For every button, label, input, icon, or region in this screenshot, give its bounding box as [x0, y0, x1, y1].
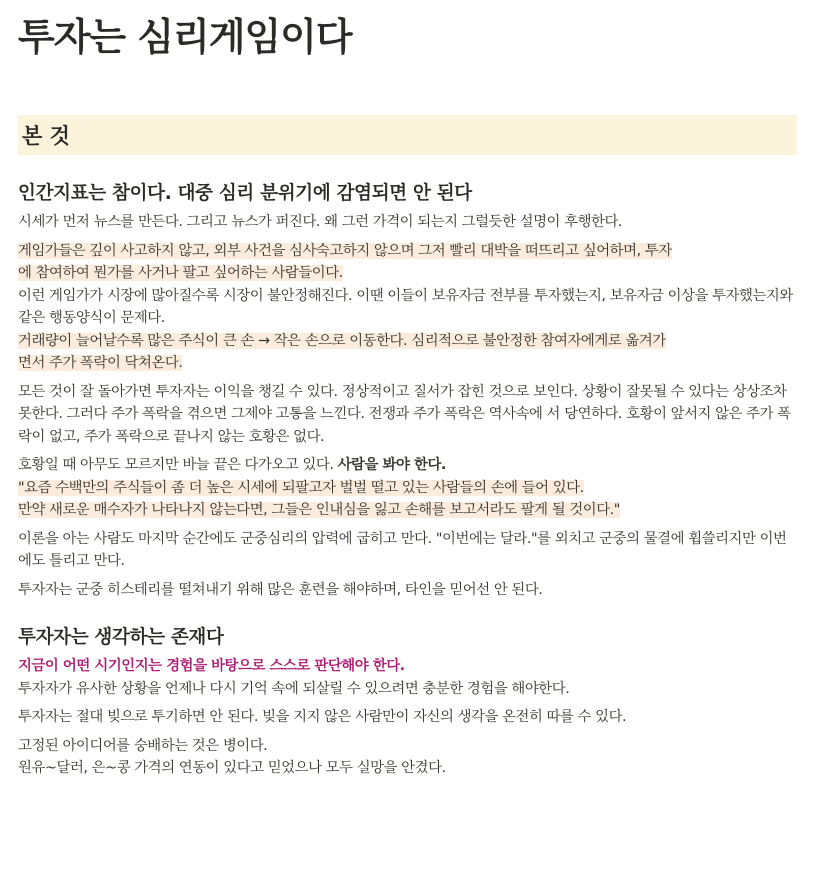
paragraph-boom-crash: 모든 것이 잘 돌아가면 투자자는 이익을 챙길 수 있다. 정상적이고 질서가 잡힌 것으로 보인다. 상황이 잘못될 수 있다는 상상조차 못한다. 그러다 주가 폭락을 겪으면 그제야 고통을 느낀다. 전쟁과 주가 폭락은 역사속에 서 당연하다. 호황이 앞서지 않은 주가 폭락이 없고, 주가 폭락으로 끝나지 않는 호황은 없다.	[18, 383, 791, 445]
watch-people-bold: 사람을 봐야 한다.	[337, 457, 446, 473]
section-heading-human-indicator: 인간지표는 참이다. 대중 심리 분위기에 감염되면 안 된다	[18, 183, 472, 204]
highlight-quote-2: 만약 새로운 매수자가 나타나지 않는다면, 그들은 인내심을 잃고 손해를 보고서라도 팔게 될 것이다."	[18, 502, 620, 518]
paragraph-market-instability: 이런 게임가가 시장에 많아질수록 시장이 불안정해진다. 이땐 이들이 보유자금 전부를 투자했는지, 보유자금 이상을 투자했는지와 같은 행동양식이 문제다.	[18, 287, 793, 326]
paragraph-watch-people	[18, 454, 797, 477]
highlight-gamblers-1: 게임가들은 깊이 사고하지 않고, 외부 사건을 심사숙고하지 않으며 그저 빨리 대박을 떠뜨리고 싶어하며, 투자	[18, 242, 672, 259]
paragraph-debt: 투자자는 절대 빚으로 투기하면 안 된다. 빚을 지지 않은 사람만이 자신의 생각을 온전히 따를 수 있다.	[18, 709, 627, 725]
watch-people-text: 호황일 때 아무도 모르지만 바늘 끝은 다가오고 있다.	[18, 457, 338, 473]
paragraph-price-news: 시세가 먼저 뉴스를 만든다. 그리고 뉴스가 퍼진다. 왜 그런 가격이 되는지 그럴듯한 설명이 후행한다.	[18, 214, 623, 230]
paragraph-experience	[18, 655, 797, 700]
paragraph-crowd-pressure: 이론을 아는 사람도 마지막 순간에도 군중심리의 압력에 굽히고 만다. "이번에는 달라."를 외치고 군중의 물결에 휩쓸리지만 이번에도 틀리고 만다.	[18, 530, 787, 569]
fixed-ideas-line2: 원유~달러, 은~콩 가격의 연동이 있다고 믿었으나 모두 실망을 안겼다.	[18, 760, 446, 776]
highlight-quote-1: "요즘 수백만의 주식들이 좀 더 높은 시세에 되팔고자 벌벌 떨고 있는 사람들의 손에 들어 있다.	[18, 479, 584, 496]
page-title: 투자는 심리게임이다	[18, 15, 352, 59]
paragraph-training: 투자자는 군중 히스테리를 떨쳐내기 위해 많은 훈련을 해야하며, 타인을 믿어선 안 된다.	[18, 581, 543, 598]
pink-emphasis: 지금이 어떤 시기인지는 경험을 바탕으로 스스로 판단해야 한다.	[18, 658, 405, 674]
paragraph-fixed-ideas	[18, 735, 797, 780]
fixed-ideas-line1: 고정된 아이디어를 숭배하는 것은 병이다.	[18, 737, 268, 754]
highlight-volume-1: 거래량이 늘어날수록 많은 주식이 큰 손 → 작은 손으로 이동한다. 심리적으로 불안정한 참여자에게로 옮겨가	[18, 332, 666, 349]
callout-heading: 본 것	[18, 115, 797, 155]
section-heading-thinking-investor: 투자자는 생각하는 존재다	[18, 627, 224, 648]
paragraph-gamblers	[18, 240, 797, 285]
paragraph-volume	[18, 330, 797, 375]
experience-text: 투자자가 유사한 상황을 언제나 다시 기억 속에 되살릴 수 있으려면 충분한 경험을 해야한다.	[18, 680, 570, 697]
paragraph-quote	[18, 477, 797, 522]
highlight-gamblers-2: 에 참여하여 뭔가를 사거나 팔고 싶어하는 사람들이다.	[18, 265, 343, 281]
highlight-volume-2: 면서 주가 폭락이 닥쳐온다.	[18, 355, 183, 371]
